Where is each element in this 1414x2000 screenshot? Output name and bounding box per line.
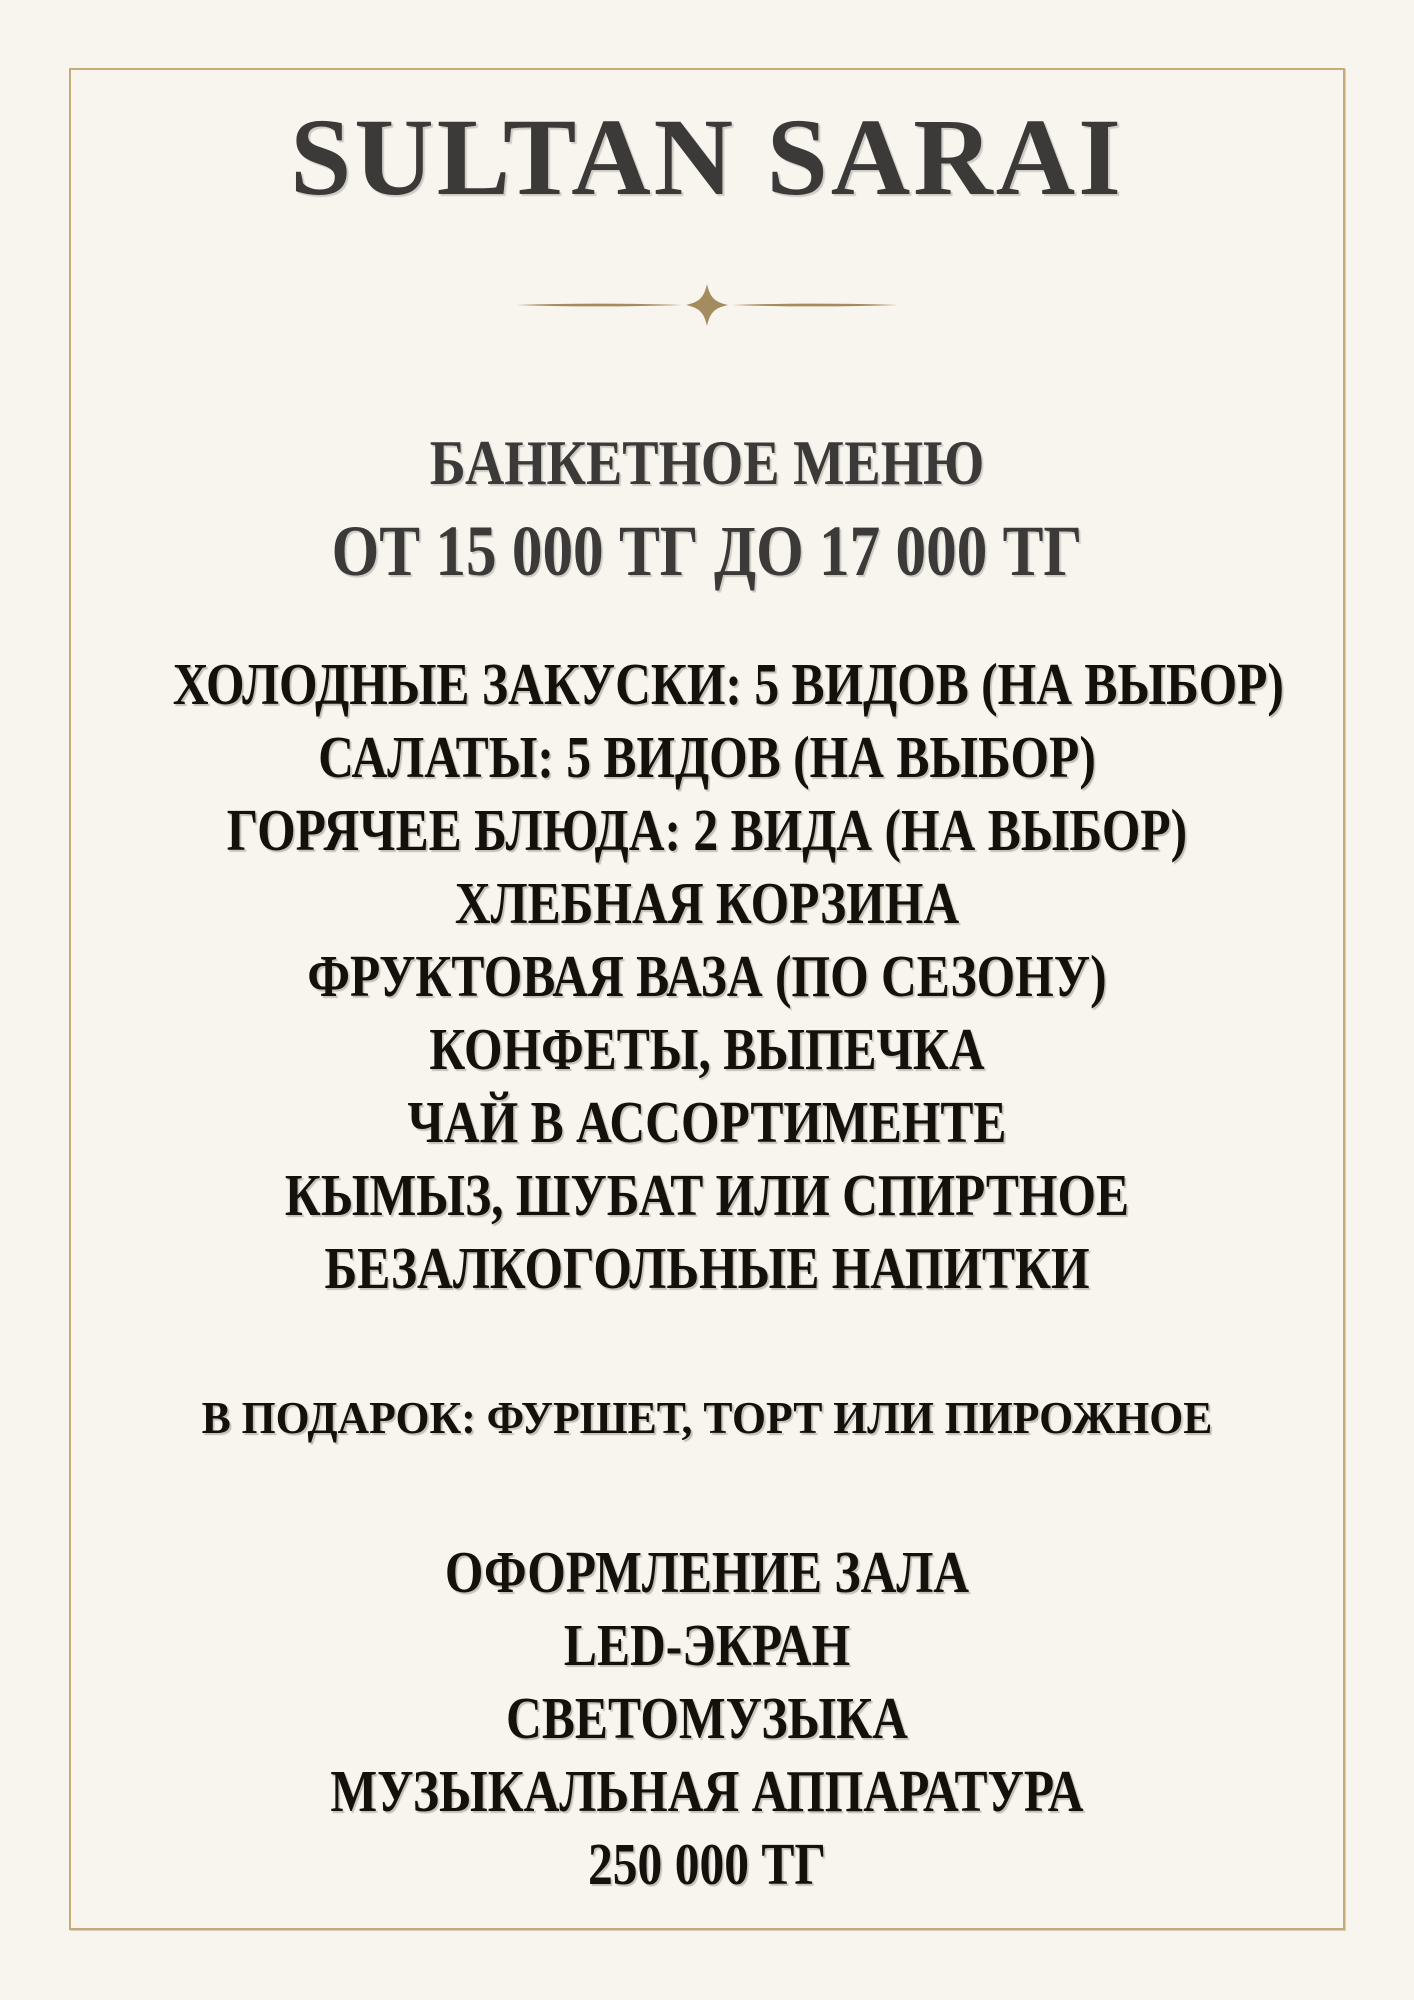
menu-item-line: ГОРЯЧЕЕ БЛЮДА: 2 ВИДА (НА ВЫБОР) xyxy=(226,797,1188,863)
service-line: МУЗЫКАЛЬНАЯ АППАРАТУРА xyxy=(330,1758,1084,1824)
banquet-heading xyxy=(166,420,1247,597)
menu-item-line: САЛАТЫ: 5 ВИДОВ (НА ВЫБОР) xyxy=(318,724,1096,790)
extras-list xyxy=(173,1536,1241,1828)
menu-items-list xyxy=(172,648,1284,1305)
gift-line: В ПОДАРОК: ФУРШЕТ, ТОРТ ИЛИ ПИРОЖНОЕ xyxy=(201,1392,1213,1443)
four-point-star-icon xyxy=(686,284,728,326)
page-title: SULTAN SARAI xyxy=(290,96,1124,218)
divider-line-right xyxy=(732,304,898,307)
menu-item-line: ХЛЕБНАЯ КОРЗИНА xyxy=(454,870,960,936)
menu-item-line: БЕЗАЛКОГОЛЬНЫЕ НАПИТКИ xyxy=(324,1235,1090,1301)
menu-item-line: ЧАЙ В АССОРТИМЕНТЕ xyxy=(407,1089,1007,1155)
extras-price: 250 000 ТГ xyxy=(587,1831,827,1897)
banquet-heading-line2: ОТ 15 000 ТГ ДО 17 000 ТГ xyxy=(331,511,1083,591)
menu-item-line: ФРУКТОВАЯ ВАЗА (ПО СЕЗОНУ) xyxy=(307,943,1107,1009)
service-line: LED-ЭКРАН xyxy=(563,1612,851,1678)
service-line: СВЕТОМУЗЫКА xyxy=(506,1685,908,1751)
star-divider xyxy=(512,283,902,327)
menu-item-line: КЫМЫЗ, ШУБАТ ИЛИ СПИРТНОЕ xyxy=(284,1162,1130,1228)
service-line: ОФОРМЛЕНИЕ ЗАЛА xyxy=(444,1539,970,1605)
decorative-border-frame xyxy=(69,68,1345,1930)
divider-line-left xyxy=(516,304,682,307)
extras-section xyxy=(173,1536,1241,1901)
banquet-heading-line1: БАНКЕТНОЕ МЕНЮ xyxy=(429,427,985,498)
menu-item-line: ХОЛОДНЫЕ ЗАКУСКИ: 5 ВИДОВ (НА ВЫБОР) xyxy=(172,651,1284,717)
menu-item-line: КОНФЕТЫ, ВЫПЕЧКА xyxy=(429,1016,985,1082)
